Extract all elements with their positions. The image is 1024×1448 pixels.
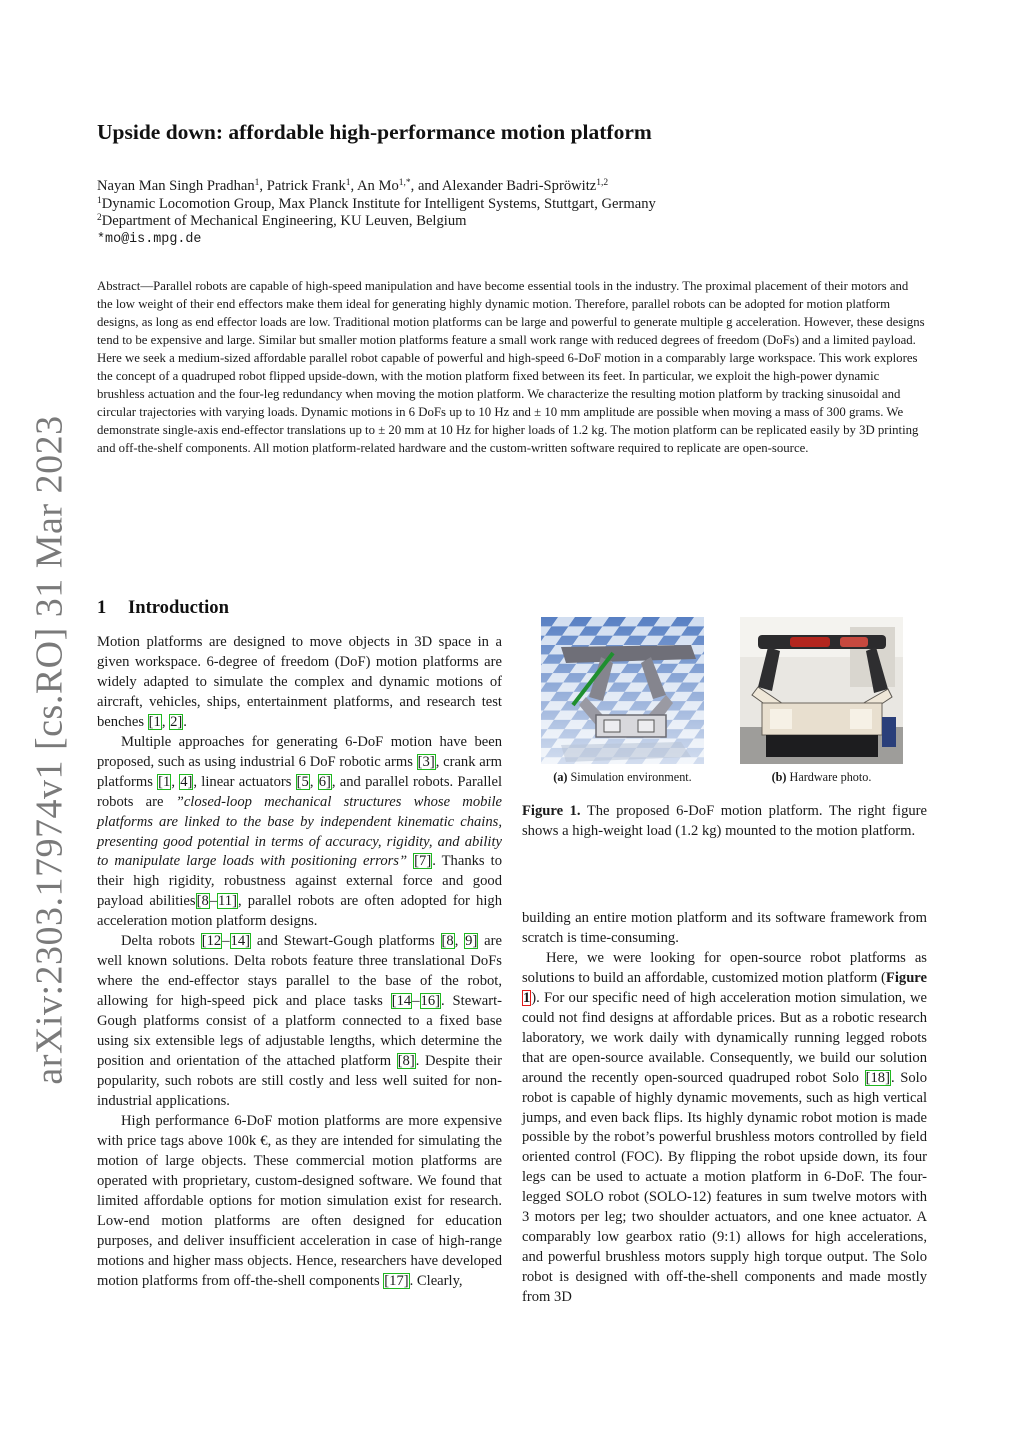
author-affil-mark: 1,* [398,178,411,188]
affiliation-text: Department of Mechanical Engineering, KU Leuven, Belgium [101,213,467,229]
citation-link[interactable]: [17] [384,1272,409,1289]
citation-link[interactable]: 14] [230,933,250,950]
figure-reference-link[interactable]: 1 [523,989,531,1006]
affiliation-text: Dynamic Locomotion Group, Max Planck Institute for Intelligent Systems, Stuttgart, Germany [101,195,656,212]
citation-link[interactable]: 6] [318,773,331,790]
author-line [97,178,927,196]
citation-link[interactable]: [8 [441,933,454,950]
quoted-definition: ”closed-loop mechanical structures whose mobile platforms are linked to the base by independent kinematic chains, presenting good potential in terms of accuracy, rigidity, and ability to manipulate large loads with positioning errors” [97,793,502,870]
citation-link[interactable]: [1 [158,773,171,790]
author-name: , Patrick Frank [259,178,346,194]
affil-mark: 2 [97,213,102,223]
paper-title: Upside down: affordable high-performance motion platform [97,120,652,144]
left-column [97,633,502,1291]
simulation-render-graphic [541,617,704,764]
abstract-text: Abstract—Parallel robots are capable of high-speed manipulation and have become essential tools in the industry. The proximal placement of their motors and the low weight of their end effectors make them ideal for generating highly dynamic motion. Therefore, parallel robots can be adopted for motion platform designs, as long as end effector loads are low. Traditional motion platforms can be large and powerful to generate multiple g acceleration. However, these designs tend to be expensive and large. Similar but smaller motion platforms feature a small work range with reduced degrees of freedom (DoFs) and a limited payload. Here we seek a medium-sized affordable parallel robot capable of powerful and high-speed 6-DoF motion in a comparably large workspace. This work explores the concept of a quadruped robot flipped upside-down, with the motion platform fixed between its feet. In particular, we exploit the high-power dynamic brushless actuation and the four-leg redundancy when moving the motion platform. We characterize the resulting motion platform by tracking sinusoidal and circular trajectories with varying loads. Dynamic motions in 6 DoFs up to 10 Hz and ± 10 mm amplitude are possible when moving a mass of 300 grams. We demonstrate single-axis end-effector translations up to ± 20 mm at 10 Hz for higher loads of 1.2 kg. The motion platform can be replicated easily by 3D printing and off-the-shelf components. All motion platform-related hardware and the custom-written software required to replicate are open-source. [97,279,925,456]
section-number: 1 [97,597,107,618]
affiliation-2 [97,213,927,231]
author-name: , An Mo [350,178,399,194]
abstract [97,277,927,457]
arxiv-identifier: arXiv:2303.17974v1 [cs.RO] 31 Mar 2023 [29,415,72,1085]
paragraph: Delta robots [12–14] and Stewart-Gough platforms [8, 9] are well known solutions. Delta robots feature three translational DoFs where the end-effector stays parallel to the base of the robot, allowing for high-speed pick and place tasks [14–16]. Stewart-Gough platforms consist of a platform connected to a fixed base using six extensible legs of adjustable lengths, which determine the position and orientation of the attached platform [8]. Despite their popularity, such robots are still costly and less well suited for non-industrial applications. [97,933,502,1109]
section-title: Introduction [128,597,229,618]
paragraph: Motion platforms are designed to move objects in 3D space in a given workspace. 6-degree of freedom (DoF) motion platforms are widely adapted to simulate the complex and dynamic motions of aircraft, vehicles, ships, entertainment platforms, and research test benches [1, 2]. [97,634,502,730]
author-affil-mark: 1 [345,178,351,188]
section-heading [97,597,229,619]
arxiv-sidebar-stamp [29,415,72,1085]
subfigure-caption-b: (b) Hardware photo. [771,770,872,784]
author-name: , and Alexander Badri-Spröwitz [410,178,597,194]
paragraph: building an entire motion platform and its software framework from scratch is time-consuming. [522,910,927,946]
subfigure-caption-a: (a) Simulation environment. [553,770,692,784]
figure-label: Figure 1. [522,803,581,819]
paragraph: Multiple approaches for generating 6-DoF motion have been proposed, such as using industrial 6 DoF robotic arms [3], crank arm platforms [1, 4], linear actuators [5, 6], and parallel robots. Parallel robots are ”closed-loop mechanical structures whose mobile platforms are linked to the base by independent kinematic chains, presenting good potential in terms of accuracy, rigidity, and ability to manipulate large loads with positioning errors” [7]. Thanks to their high rigidity, robustness against external force and good payload abilities[8–11], parallel robots are often adopted for high acceleration motion platform designs. [97,733,503,930]
figure-simulation-image [541,617,704,764]
citation-link[interactable]: [3] [417,753,435,770]
author-name: Nayan Man Singh Pradhan [97,178,255,194]
author-affil-mark: 1,2 [596,178,609,188]
citation-link[interactable]: 4] [180,773,193,790]
hardware-photo-graphic [740,617,903,764]
citation-link[interactable]: 2] [170,713,183,730]
citation-link[interactable]: [14 [391,993,412,1010]
citation-link[interactable]: 16] [420,993,440,1010]
right-column [522,909,927,1308]
subfigure-label: (b) [771,770,787,784]
citation-link[interactable]: [8] [397,1053,415,1070]
paragraph: Here, we were looking for open-source robot platforms as solutions to build an affordable, customized motion platform (Figure 1). For our specific need of high acceleration motion simulation, we could not find designs at affordable prices. But as a robotic research laboratory, we work daily with dynamically running legged robots that are open-source available. Consequently, we build our solution around the recently open-sourced quadruped robot Solo [18]. Solo robot is capable of highly dynamic movements, such as high vertical jumps, and even back flips. Its highly dynamic robot motion is made possible by the robot’s powerful brushless motors controlled by field oriented control (FOC). By flipping the robot upside down, its four legs can be used to actuate a motion platform in 6-DoF. The four-legged SOLO robot (SOLO-12) features in sum twelve motors with 3 motors per leg; two shoulder actuators, and one knee actuator. A comparably low gearbox ratio (9:1) allows for high accelerations, and powerful brushless motors supply high torque output. The Solo robot is designed with off-the-shell components and made mostly from 3D [522,949,928,1306]
citation-link[interactable]: [7] [414,853,432,870]
author-affil-mark: 1 [254,178,260,188]
citation-link[interactable]: [1 [148,713,161,730]
affiliation-1 [97,196,927,214]
citation-link[interactable]: [18] [865,1069,890,1086]
citation-link[interactable]: [5 [296,773,309,790]
citation-link[interactable]: 11] [218,893,237,910]
citation-link[interactable]: [12 [201,933,222,950]
paragraph: High performance 6-DoF motion platforms are more expensive with price tags above 100k €, as they are intended for simulating the motion of large objects. These commercial motion platforms are operated with proprietary, custom-designed software. We found that limited affordable options for motion simulation exist for research. Low-end motion platforms are often designed for education purposes, and deliver insufficient acceleration in case of high-range motions and higher mass objects. Hence, researchers have developed motion platforms from off-the-shell components [17]. Clearly, [97,1112,502,1289]
citation-link[interactable]: [8 [196,893,209,910]
subfigure-label: (a) [553,770,568,784]
affil-mark: 1 [97,195,102,206]
figure-caption: Figure 1. The proposed 6-DoF motion platform. The right figure shows a high-weight load (1.2 kg) mounted to the motion platform. [522,803,927,839]
contact-email[interactable]: *mo@is.mpg.de [97,231,202,247]
figure-hardware-photo [740,617,903,764]
author-block [97,178,927,248]
citation-link[interactable]: 9] [465,933,478,950]
